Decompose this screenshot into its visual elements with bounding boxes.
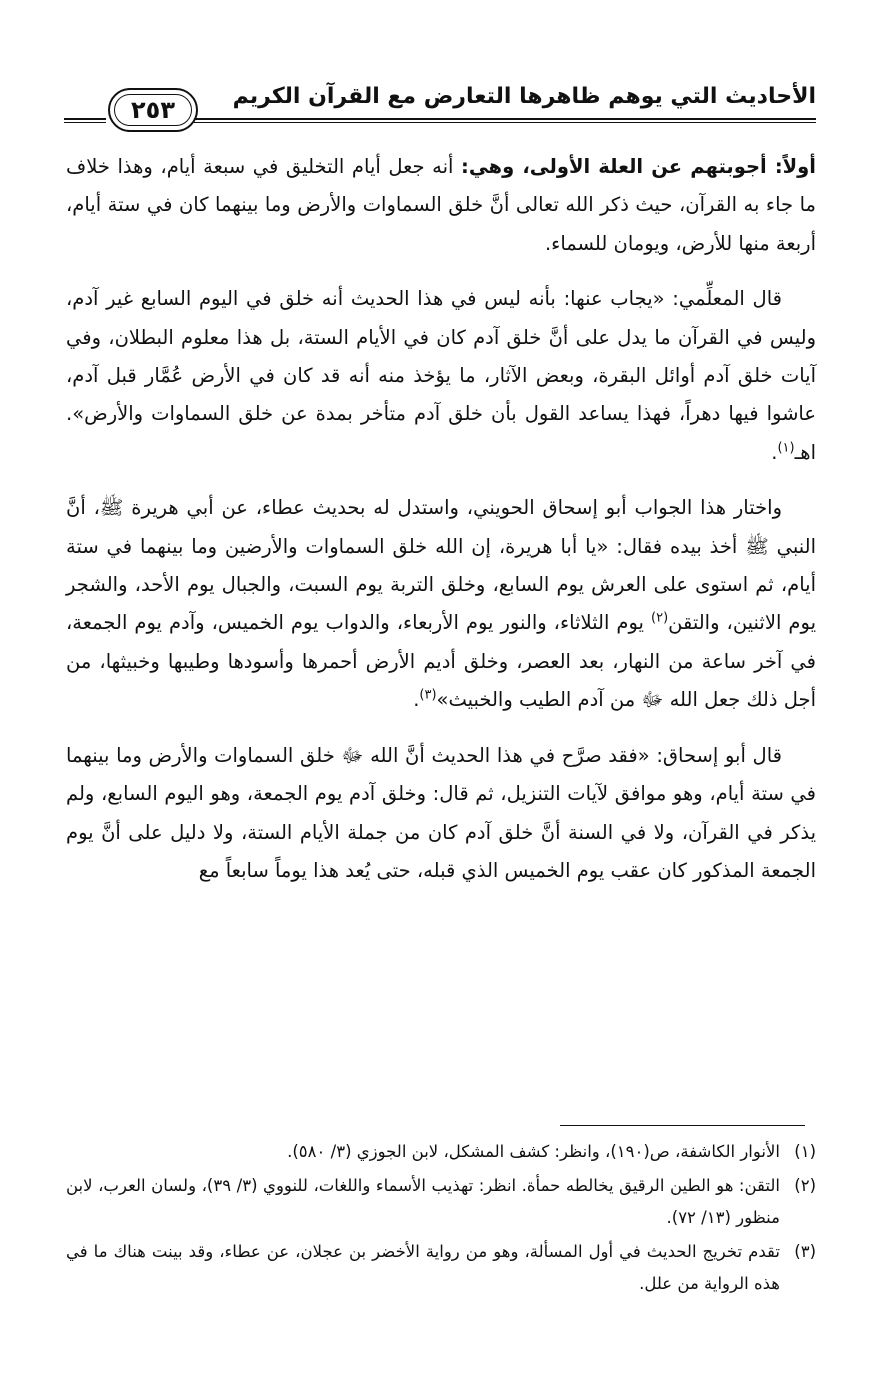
footnote-3 (66, 1236, 816, 1300)
paragraph-4 (66, 737, 816, 891)
page-number-frame (108, 88, 198, 132)
section-lead: أولاً: أجوبتهم عن العلة الأولى، وهي: (461, 155, 816, 178)
footnote-1 (66, 1136, 816, 1168)
footnote-ref-1[interactable]: (١) (777, 440, 795, 456)
paragraph-2 (66, 280, 816, 472)
footnote-text: تقدم تخريج الحديث في أول المسألة، وهو من رواية الأخضر بن عجلان، عن عطاء، وقد بينت هناك ما في هذه الرواية من علل. (66, 1242, 780, 1293)
running-title: الأحاديث التي يوهم ظاهرها التعارض مع القرآن الكريم (232, 84, 816, 109)
running-header (64, 82, 816, 138)
footnote-number: (١) (794, 1142, 816, 1161)
footnote-ref-2[interactable]: (٢) (651, 610, 669, 626)
page-number: ٢٥٣ (114, 94, 192, 126)
footnote-text: التقن: هو الطين الرقيق يخالطه حمأة. انظر: تهذيب الأسماء واللغات، للنووي (٣/ ٣٩)، ولسان العرب، لابن منظور (١٣/ ٧٢). (66, 1176, 780, 1227)
footnotes (66, 1136, 816, 1302)
footnote-number: (٢) (794, 1176, 816, 1195)
paragraph-text-cont: يوم الثلاثاء، والنور يوم الأربعاء، والدواب يوم الخميس، وآدم يوم الجمعة، في آخر ساعة من النهار، بعد العصر، وخلق أديم الأرض أحمرها وأسودها وطيبها وخبيثها، من أجل ذلك جعل الله ﷻ من آدم الطيب والخبيث» (66, 611, 816, 712)
paragraph-text: واختار هذا الجواب أبو إسحاق الحويني، واستدل له بحديث عطاء، عن أبي هريرة ﷺ، أنَّ النبي ﷺ أخذ بيده فقال: «يا أبا هريرة، إن الله خلق السماوات والأرضين وما بينهما في ستة أيام، ثم استوى على العرش يوم السابع، وخلق التربة يوم السبت، والجبال يوم الأحد، والشجر يوم الاثنين، والتقن (66, 496, 816, 635)
header-rule-thin (194, 122, 816, 123)
paragraph-text: قال المعلِّمي: «يجاب عنها: بأنه ليس في هذا الحديث أنه خلق في اليوم السابع غير آدم، وليس في القرآن ما يدل على أنَّ خلق آدم كان في الأيام الستة، بل هذا معلوم البطلان، وفي آيات خلق آدم أوائل البقرة، وبعض الآثار، ما يؤخذ منه أنه قد كان في الأرض عُمَّار قبل آدم، عاشوا فيها دهراً، فهذا يساعد القول بأن خلق آدم متأخر بمدة عن خلق السماوات والأرض». اهـ (66, 287, 816, 464)
header-rule-left-thin (64, 122, 106, 123)
paragraph-text: أنه جعل أيام التخليق في سبعة أيام، وهذا خلاف ما جاء به القرآن، حيث ذكر الله تعالى أنَّ خلق السماوات والأرض وما بينهما كان في ستة أيام، أربعة منها للأرض، ويومان للسماء. (66, 155, 816, 255)
paragraph-1 (66, 148, 816, 263)
paragraph-3 (66, 489, 816, 719)
header-rule (194, 118, 816, 120)
paragraph-tail: . (413, 688, 420, 712)
footnote-number: (٣) (794, 1242, 816, 1261)
footnote-text: الأنوار الكاشفة، ص(١٩٠)، وانظر: كشف المشكل، لابن الجوزي (٣/ ٥٨٠). (287, 1142, 780, 1161)
header-rule-left (64, 118, 106, 120)
footnote-separator (560, 1125, 805, 1126)
main-text (66, 148, 816, 907)
footnote-2 (66, 1170, 816, 1234)
footnote-ref-3[interactable]: (٣) (419, 687, 437, 703)
paragraph-tail: . (771, 440, 778, 464)
paragraph-text: قال أبو إسحاق: «فقد صرَّح في هذا الحديث أنَّ الله ﷻ خلق السماوات والأرض وما بينهما في ستة أيام، وهو موافق لآيات التنزيل، ثم قال: وخلق آدم يوم الجمعة، وهو اليوم السابع، ولم يذكر في القرآن، ولا في السنة أنَّ خلق آدم كان من جملة الأيام الستة، ولا دليل على أنَّ يوم الجمعة المذكور كان عقب يوم الخميس الذي قبله، حتى يُعد هذا يوماً سابعاً مع (66, 743, 816, 882)
